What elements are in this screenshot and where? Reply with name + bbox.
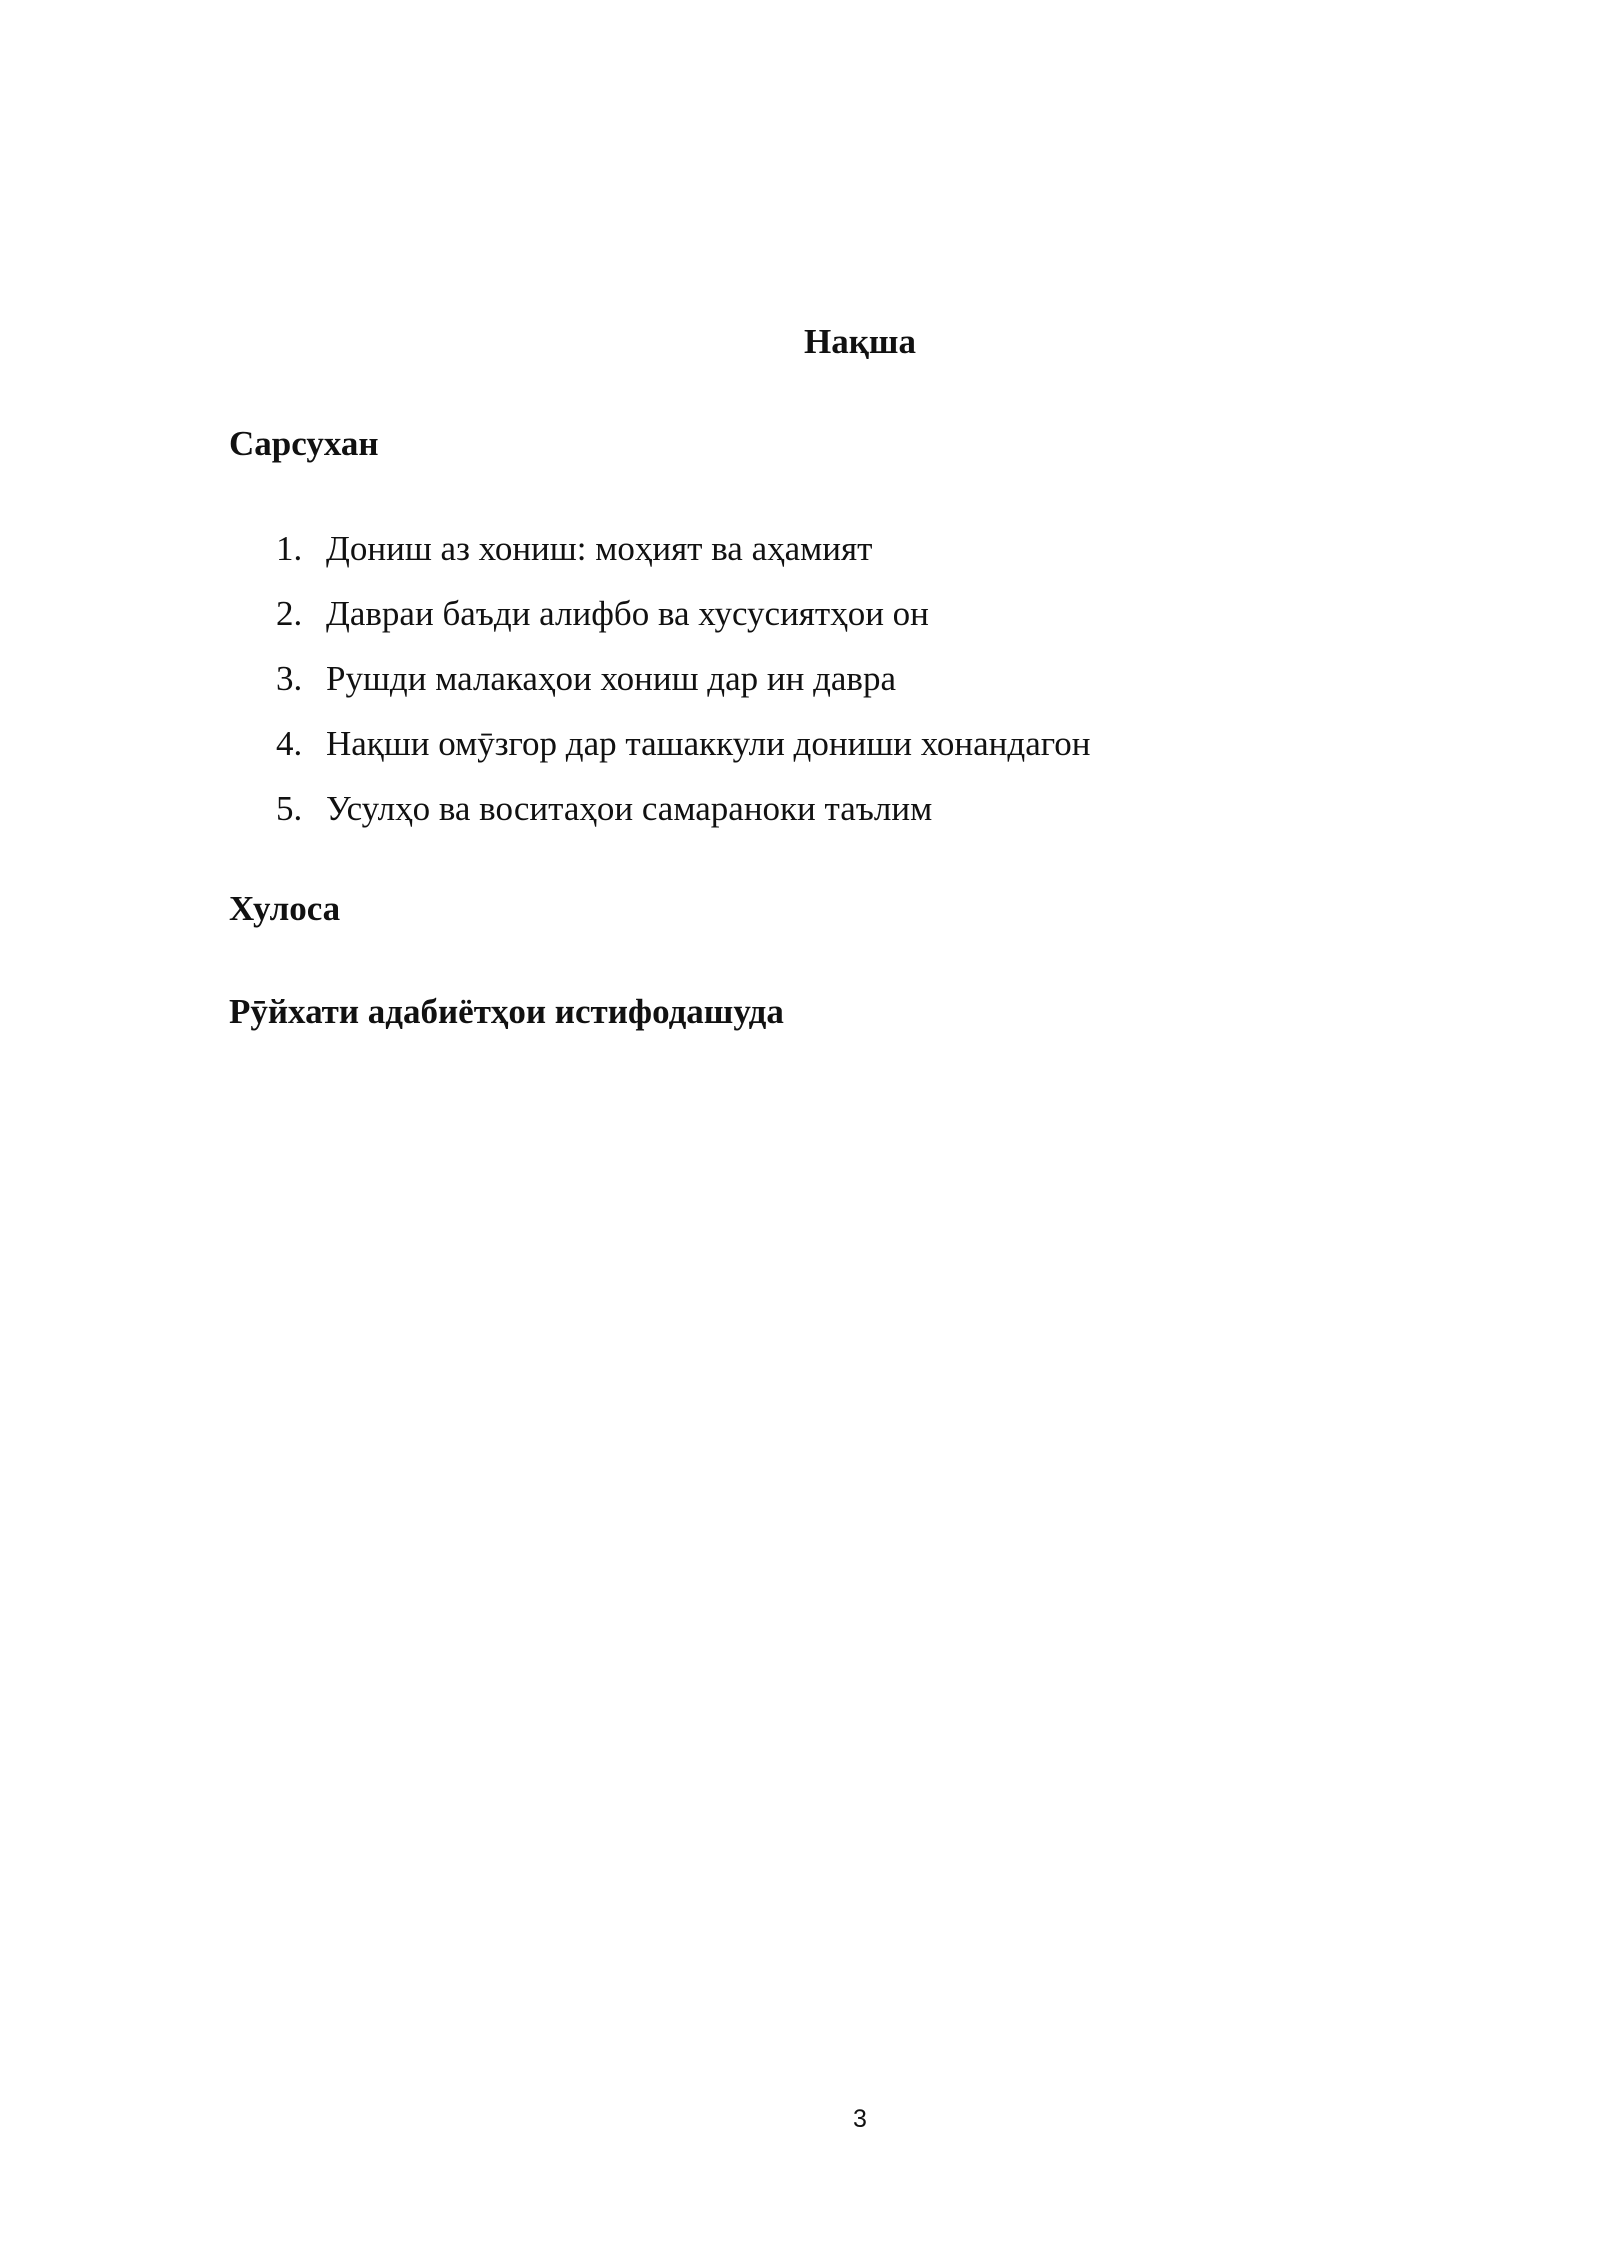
toc-item-text: Нақши омӯзгор дар ташаккули дониши хонандагон: [326, 724, 1091, 763]
toc-item-text: Рушди малакаҳои хониш дар ин давра: [326, 659, 896, 698]
section-heading-intro: Сарсухан: [229, 424, 379, 463]
page-number: 3: [853, 2105, 867, 2133]
section-heading-references: Рӯйхати адабиётҳои истифодашуда: [229, 992, 784, 1031]
toc-item: [276, 785, 1090, 850]
toc-item-number: 5.: [276, 789, 303, 828]
toc-item: [276, 655, 1090, 720]
toc-item: [276, 720, 1090, 785]
table-of-contents: [276, 525, 1090, 850]
section-heading-conclusion: Хулоса: [229, 889, 341, 928]
toc-item-text: Давраи баъди алифбо ва хусусиятҳои он: [326, 594, 929, 633]
toc-item: [276, 525, 1090, 590]
toc-item-number: 2.: [276, 594, 303, 633]
page-title: Нақша: [804, 322, 916, 361]
toc-item-number: 3.: [276, 659, 303, 698]
toc-item-number: 1.: [276, 529, 303, 568]
toc-item-text: Дониш аз хониш: моҳият ва аҳамият: [326, 529, 873, 568]
toc-item: [276, 590, 1090, 655]
toc-item-number: 4.: [276, 724, 303, 763]
toc-item-text: Усулҳо ва воситаҳои самараноки таълим: [326, 789, 933, 828]
